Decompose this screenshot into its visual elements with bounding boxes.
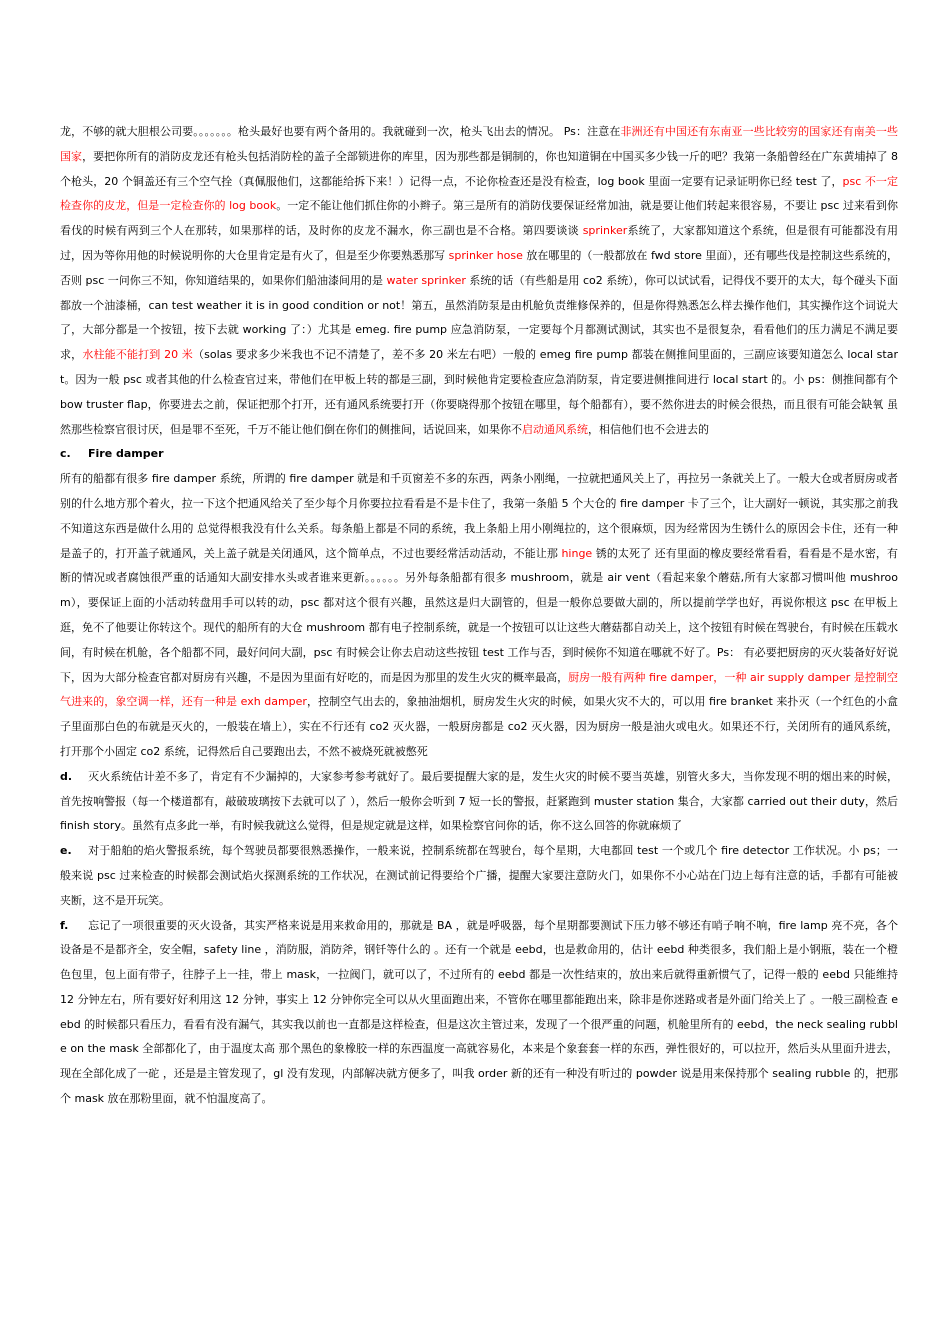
- text-run: ，控制空气出去的，象抽油烟机，厨房发生火灾的时候，如果火灾不大的，可以用 fire branket 来扑灭（一个红色的小盒子里面那白色的布就是灭火的，一般装在墙上），实在不行还有 co2 灭火器，一般厨房都是 co2 灭火器，因为厨房一般是油火或电火。如果还不行，关闭所有的通风系统，打开那个小固定 co2 系统，记得然后自己要跑出去，不然不被烧死就被憋死: [60, 695, 898, 758]
- text-run: 放在哪里的（一般都放在 fwd store 里面），还有哪些伐是控制这些系统的，否则 psc 一问你三不知，你知道结果的，如果你们船油漆间用的是: [60, 248, 898, 287]
- highlighted-text: sprinker hose: [448, 248, 523, 262]
- text-run: 忘记了一项很重要的灭火设备，其实严格来说是用来救命用的，那就是 BA ，就是呼吸器，每个星期都要测试下压力够不够还有哨子响不响，fire lamp 亮不亮，各个设备是不是都齐全，安全帽，safety line ，消防服，消防斧，钢钎等什么的 。还有一个就是 eebd，也是救命用的，估计 eebd 种类很多，我们船上是小钢瓶，装在一个橙色包里，包上面有带子，往脖子上一挂，带上 mask，一拉阀门，就可以了，不过所有的 eebd 都是一次性结束的，放出来后就得重新惯气了，记得一般的 eebd 只能维持 12 分钟左右，所有要好好利用这 12 分钟，事实上 12 分钟你完全可以从火里面跑出来，不管你在哪里都能跑出来，除非是你迷路或者是外面门给关上了 。一般三副检查 eebd 的时候都只看压力，看看有没有漏气，其实我以前也一直都是这样检查，但是这次主管过来，发现了一个很严重的问题，机舱里所有的 eebd，the neck sealing rubble on the mask 全部都化了，由于温度太高 那个黑色的象橡胶一样的东西温度一高就容易化，本来是个象套套一样的东西，弹性很好的，可以拉开，然后头从里面升进去，现在全部化成了一砣 ，还是是主管发现了，gl 没有发现，内部解决就方便多了，叫我 order 新的还有一种没有听过的 powder 说是用来保持那个 sealing rubble 的，把那个 mask 放在那粉里面，就不怕温度高了。: [60, 918, 898, 1106]
- paragraph-label: e.: [60, 844, 72, 858]
- section-title: Fire damper: [88, 447, 164, 461]
- highlighted-text: water sprinker: [386, 273, 466, 287]
- text-run: 。一定不能让他们抓住你的小辫子。第三是所有的消防伐要保证经常加油，就是要让他们转起来很容易，不要让 psc 过来看到你看伐的时候有两到三个人在那转，如果那样的话，及时你的皮龙不漏水，你三副也是不合格。第四要谈谈: [60, 199, 898, 238]
- section-heading-fire-damper: [60, 442, 898, 467]
- text-run: ，相信他们也不会进去的: [588, 422, 709, 436]
- text-run: （solas 要求多少米我也不记不清楚了，差不多 20 米左右吧）一般的 emeg fire pump 都装在侧推间里面的，三副应该要知道怎么 local start。因为一般 psc 或者其他的什么检查官过来，带他们在甲板上转的都是三副，到时候他肯定要检查应急消防泵，肯定要进侧推间进行 local start 的。小 ps：侧推间都有个 bow truster flap，你要进去之前，保证把那个打开，还有通风系统要打开（你要晓得那个按钮在哪里，每个船都有），要不然你进去的时候会很热，而且很有可能会缺氧 虽然那些检察官很讨厌，但是罪不至死，千万不能让他们倒在你们的侧推间，话说回来，如果你不: [60, 348, 898, 436]
- paragraph-fire-hose: [60, 120, 898, 442]
- text-run: 锈的太死了 还有里面的橡皮要经常看看，看看是不是水密，有断的情况或者腐蚀很严重的话通知大副安排水头或者谁来更新。。。。。。另外每条船都有很多 mushroom，就是 air vent（看起来象个蘑菇,所有大家都习惯叫他 mushroom），要保证上面的小活动转盘用手可以转的动，psc 都对这个很有兴趣，虽然这是归大副管的，但是一般你总要做大副的，所以提前学学也好，再说你根这 psc 在甲板上逛，免不了他要让你转这个。现代的船所有的大仓 mushroom 都有电子控制系统，就是一个按钮可以让这些大蘑菇都自动关上，这个按钮有时候在驾驶台，有时候在压载水间，有时候在机舱，各个船都不同，最好问问大副，psc 有时候会让你去启动这些按钮 test 工作与否，到时候你不知道在哪就不好了。Ps： 有必要把厨房的灭火装备好好说下，因为大部分检查官都对厨房有兴趣，不是因为里面有好吃的，而是因为那里的发生火灾的概率最高，: [60, 546, 898, 684]
- highlighted-text: 非洲还有中国还有东南亚一些比较穷的国家还有南美一些国家: [60, 125, 898, 163]
- paragraph-label: d.: [60, 769, 73, 783]
- paragraph-label: f.: [60, 918, 69, 932]
- document-page: [60, 120, 898, 1112]
- paragraph-d-fire-alarm-procedure: [60, 765, 898, 839]
- highlighted-text: 水柱能不能打到 20 米: [82, 348, 193, 362]
- highlighted-text: 厨房一般有两种 fire damper，一种 air supply damper 是控制空气进来的，象空调一样，还有一种是 exh damper: [60, 670, 898, 709]
- text-run: 所有的船都有很多 fire damper 系统，所谓的 fire damper 就是和千页窗差不多的东西，两条小刚绳，一拉就把通风关上了，再拉另一条就关上了。一般大仓或者厨房或者别的什么地方那个着火，拉一下这个把通风给关了至少每个月你要拉拉看看是不是卡住了，我第一条船 5 个大仓的 fire damper 卡了三个，让大副好一顿说，其实那之前我不知道这东西是做什么用的 总觉得根我没有什么关系。每条船上都是不同的系统，我上条船上用小刚绳拉的，这个很麻烦，因为经常因为生锈什么的原因会卡住，还有一种是盖子的，打开盖子就通风，关上盖子就是关闭通风，这个简单点，不过也要经常活动活动，不能让那: [60, 472, 898, 560]
- text-run: 对于船舶的焰火警报系统，每个驾驶员都要很熟悉操作，一般来说，控制系统都在驾驶台，每个星期，大电都回 test 一个或几个 fire detector 工作状况。小 ps；一般来说 psc 过来检查的时候都会测试焰火探测系统的工作状况，在测试前记得要给个广播，提醒大家要注意防火门，如果你不小心站在门边上每有注意的话，手都有可能被夹断，这不是开玩笑。: [60, 844, 898, 907]
- section-label: c.: [60, 447, 71, 461]
- highlighted-text: psc 不一定检查你的皮龙，但是一定检查你的 log book: [60, 174, 899, 213]
- text-run: 系统了，大家都知道这个系统，但是很有可能都没有用过，因为等你用他的时候说明你的大仓里肯定是有火了，但是至少你要熟悉那写: [60, 224, 898, 262]
- paragraph-e-fire-detection: [60, 839, 898, 913]
- text-run: 灭火系统估计差不多了，肯定有不少漏掉的，大家参考参考就好了。最后要提醒大家的是，发生火灾的时候不要当英雄，别管火多大，当你发现不明的烟出来的时候，首先按响警报（每一个楼道都有，敲破玻璃按下去就可以了 ），然后一般你会听到 7 短一长的警报，赶紧跑到 muster station 集合，大家都 carried out their duty，然后 finish story。虽然有点多此一举，有时候我就这么觉得，但是规定就是这样，如果检察官问你的话，你不这么回答的你就麻烦了: [60, 769, 898, 833]
- paragraph-f-breathing-apparatus: [60, 914, 898, 1112]
- text-run: 系统的话（有些船是用 co2 系统），你可以试试看，记得伐不要开的太大，每个碰头下面都放一个油漆桶，can test weather it is in good condition or not！第五，虽然消防泵是由机舱负责维修保养的，但是你得熟悉怎么样去操作他们，其实操作这个词说大了，大部分都是一个按钮，按下去就 working 了：）尤其是 emeg. fire pump 应急消防泵，一定要每个月都测试测试，其实也不是很复杂，看看他们的压力满足不满足要求，: [60, 273, 899, 362]
- paragraph-fire-damper: [60, 467, 898, 765]
- highlighted-text: sprinker: [582, 224, 628, 238]
- highlighted-text: 启动通风系统: [522, 422, 588, 436]
- text-run: ，要把你所有的消防皮龙还有枪头包括消防栓的盖子全部锁进你的库里，因为那些都是铜制的，你也知道铜在中国买多少钱一斤的吧？我第一条船曾经在广东黄埔掉了 8 个枪头，20 个铜盖还有三个空气拴（真佩服他们，这都能给拆下来！）记得一点，不论你检查还是没有检查，log book 里面一定要有记录证明你已经 test 了，: [60, 149, 899, 188]
- highlighted-text: hinge: [561, 546, 593, 560]
- text-run: 龙，不够的就大胆根公司要。。。。。。。枪头最好也要有两个备用的。我就碰到一次，枪头飞出去的情况。 Ps：注意在: [60, 125, 621, 138]
